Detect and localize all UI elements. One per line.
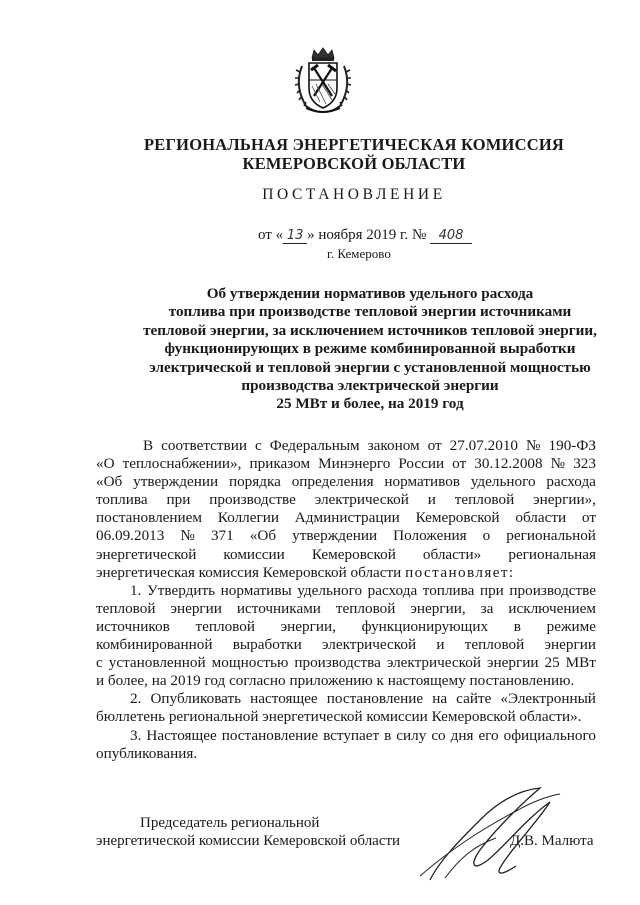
body-line: «Об утверждении порядка определения нормативов удельного расхода	[96, 473, 596, 491]
body-line: комбинированной выработки электрической и тепловой энергии	[96, 636, 596, 654]
body-line: бюллетень региональной энергетической комиссии Кемеровской области».	[96, 708, 582, 726]
title-line: 25 МВт и более, на 2019 год	[276, 395, 464, 413]
title-line: производства электрической энергии	[241, 377, 499, 395]
body-line: тепловой энергии источниками тепловой энергии, за исключением	[96, 599, 596, 617]
title-line: топлива при производстве тепловой энергии источниками	[168, 303, 572, 321]
document-title	[100, 285, 640, 414]
organization-name-line1: РЕГИОНАЛЬНАЯ ЭНЕРГЕТИЧЕСКАЯ КОМИССИЯ	[144, 135, 564, 154]
body-line: источников тепловой энергии, функционирующих в режиме	[96, 617, 596, 635]
coat-of-arms-emblem	[292, 46, 354, 116]
body-line: 2. Опубликовать настоящее постановление на сайте «Электронный	[130, 690, 596, 708]
title-line: электрической и тепловой энергии с установленной мощностью	[149, 358, 591, 376]
title-line: функционирующих в режиме комбинированной выработки	[164, 340, 576, 358]
handwritten-date-day: 13	[283, 229, 307, 244]
body-line: топлива при производстве электрической и тепловой энергии»,	[96, 491, 596, 509]
title-line: Об утверждении нормативов удельного расхода	[206, 285, 534, 302]
body-line: энергетическая комиссия Кемеровской области постановляет :	[96, 563, 514, 581]
handwritten-document-number: 408	[430, 229, 472, 244]
body-line: 06.09.2013 № 371 «Об утверждении Положения о региональной	[96, 527, 596, 545]
date-suffix: » ноября 2019 г. №	[307, 227, 427, 243]
signatory-position-line1: Председатель региональной	[140, 815, 320, 831]
title-line: тепловой энергии, за исключением источников тепловой энергии,	[143, 321, 597, 339]
document-body	[96, 437, 596, 763]
kemerovo-coat-of-arms-icon	[292, 46, 354, 116]
signatory-position-line2: энергетической комиссии Кемеровской области	[96, 833, 401, 849]
document-date-line	[258, 227, 472, 244]
body-line: постановлением Коллегии Администрации Кемеровской области от	[96, 509, 596, 527]
body-line: опубликования.	[96, 744, 198, 762]
body-line: «О теплоснабжении», приказом Минэнерго России от 30.12.2008 № 323	[96, 455, 596, 473]
body-line: с установленной мощностью производства электрической энергии 25 МВт	[96, 654, 596, 672]
document-type: ПОСТАНОВЛЕНИЕ	[262, 186, 446, 203]
body-line: энергетической комиссии Кемеровской области» региональная	[96, 545, 596, 563]
body-line: и более, на 2019 год согласно приложению к настоящему постановлению.	[96, 672, 575, 690]
date-prefix: от «	[258, 227, 284, 243]
body-line: 1. Утвердить нормативы удельного расхода топлива при производстве	[130, 581, 596, 599]
document-city: г. Кемерово	[327, 246, 391, 261]
body-line: В соответствии с Федеральным законом от 27.07.2010 № 190-ФЗ	[143, 437, 596, 454]
body-line: 3. Настоящее постановление вступает в силу со дня его официального	[130, 726, 596, 744]
signatory-name: Д.В. Малюта	[510, 833, 594, 849]
organization-name-line2: КЕМЕРОВСКОЙ ОБЛАСТИ	[242, 154, 466, 173]
